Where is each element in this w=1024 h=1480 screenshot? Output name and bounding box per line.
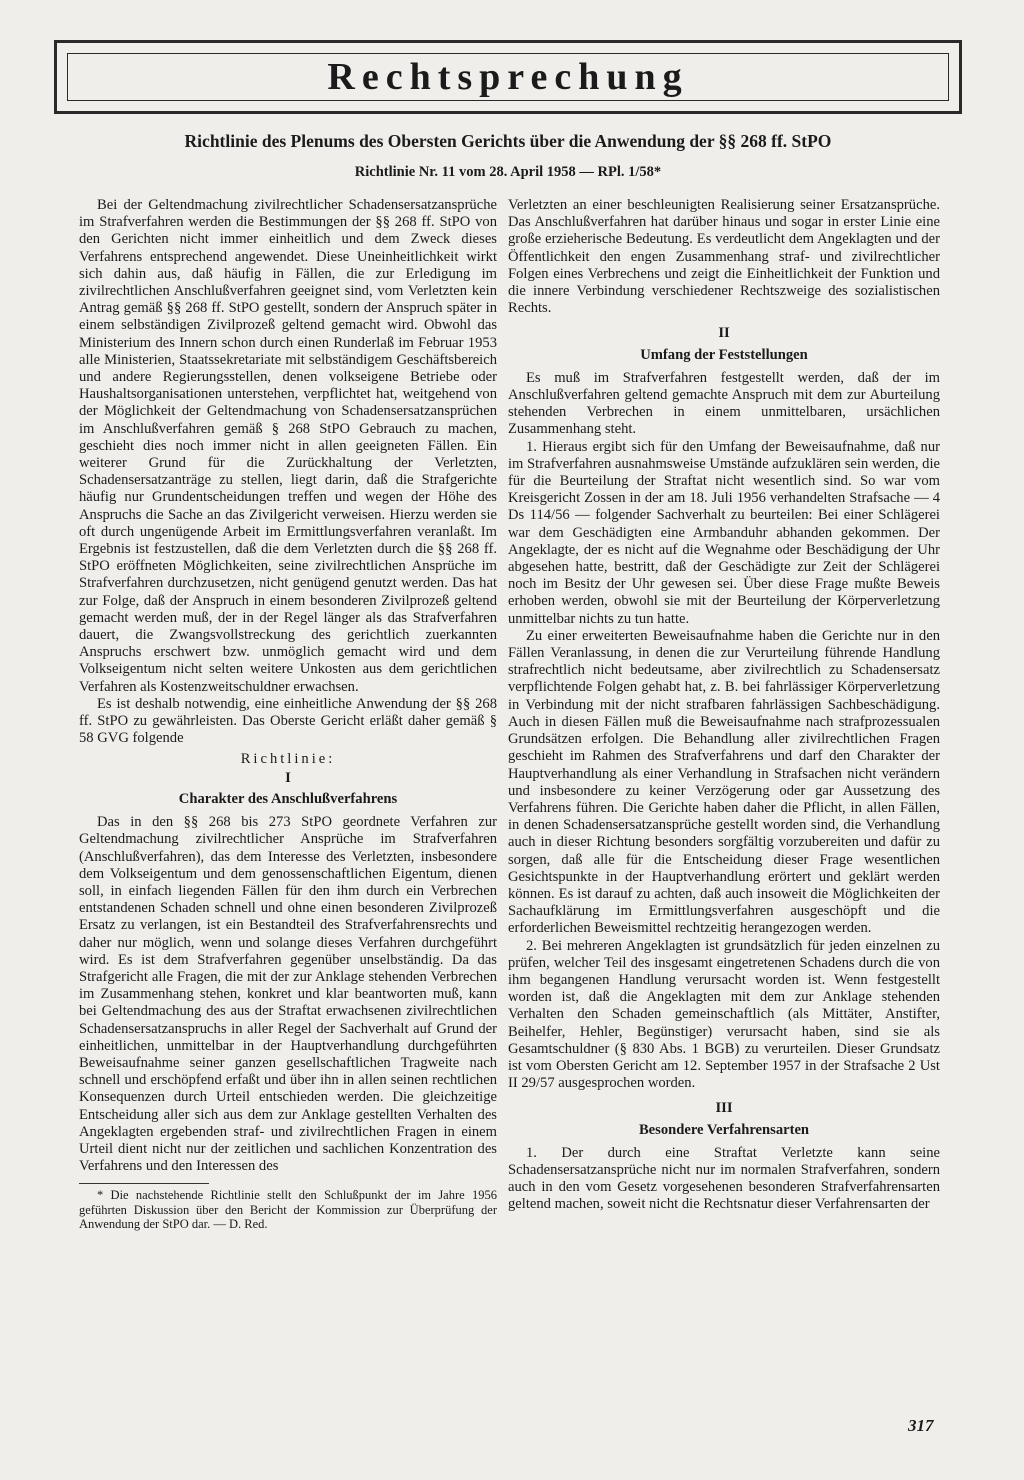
page-number: 317: [908, 1416, 934, 1435]
section-1-heading: Charakter des Anschlußverfahrens: [178, 790, 398, 807]
section-2-numeral: II: [718, 325, 730, 342]
directive-label: Richtlinie:: [240, 750, 336, 767]
section-2-paragraph-2: 1. Hieraus ergibt sich für den Umfang der Beweisaufnahme, daß nur im Strafverfahren ausnahmsweise Umstände aufzuklären sein werden, die für die Beurteilung der Straftat nicht wesentlich sind. So war vom Kreisgericht Zossen in der am 18. Juli 1956 verhandelten Strafsache — 4 Ds 114/56 — folgender Sachverhalt zu beurteilen: Bei einer Schlägerei war dem Geschädigten eine Armbanduhr abhanden gekommen. Der Angeklagte, der es nicht auf die Wegnahme oder Beschädigung der Uhr abgesehen hatte, bestritt, daß der Geschädigte zur Zeit der Schlägerei noch im Besitz der Uhr gewesen sei. Über diese Frage mußte Beweis erhoben werden, obwohl sie mit der Beurteilung der Körperverletzung unmittelbar nichts zu tun hatte.: [508, 438, 940, 627]
section-2-paragraph-1: Es muß im Strafverfahren festgestellt werden, daß der im Anschlußverfahren geltend gemachte Anspruch mit dem zur Aburteilung stehenden Verbrechen in einem unmittelbaren, ursächlichen Zusammenhang steht.: [508, 369, 940, 438]
article-title: Richtlinie des Plenums des Obersten Gerichts über die Anwendung der §§ 268 ff. StPO: [184, 131, 832, 151]
section-header-inner-frame: [67, 53, 949, 101]
footnote: * Die nachstehende Richtlinie stellt den Schlußpunkt der im Jahre 1956 geführten Diskussion über den Bericht der Kommission zur Überprüfung der Anwendung der StPO dar. — D. Red.: [79, 1188, 497, 1232]
section-1-paragraph-1: Das in den §§ 268 bis 273 StPO geordnete Verfahren zur Geltendmachung zivilrechtlicher Ansprüche im Strafverfahren (Anschlußverfahren), das dem Interesse des Verletzten, insbesondere dem Volkseigentum und dem genossenschaftlichen Eigentum, dienen soll, in einfach liegenden Fällen für den ihm durch ein Verbrechen entstandenen Schaden schnell und ohne einen besonderen Zivilprozeß Ersatz zu verlangen, ist ein Bestandteil des Strafverfahrensrechts und daher nur möglich, wenn und solange dieses Verfahren durchgeführt wird. Es ist dem Strafverfahren gegenüber unselbständig. Da das Strafgericht alle Fragen, die mit der zur Anklage stehenden Verbrechen im Zusammenhang stehen, konkret und klar beantworten muß, kann bei Geltendmachung des aus der Straftat erwachsenen zivilrechtlichen Schadensersatzanspruchs in aller Regel der Sachverhalt auf Grund der einheitlichen, unmittelbar in der Hauptverhandlung durchgeführten Beweisaufnahme seiner ganzen gesellschaftlichen Tragweite nach schnell und erschöpfend erfaßt und über ihn in allen seinen rechtlichen Konsequenzen durch Urteil entschieden werden. Die gleichzeitige Entscheidung aller sich aus dem zur Anklage gestellten Verhalten des Angeklagten ergebenden straf- und zivilrechtlichen Fragen in einem Urteil dient nicht nur der zeitlichen und sachlichen Konzentration des Verfahrens und den Interessen des: [79, 814, 497, 1175]
article-subtitle: Richtlinie Nr. 11 vom 28. April 1958 — RPl. 1/58*: [354, 164, 662, 180]
section-3-paragraph-1: 1. Der durch eine Straftat Verletzte kann seine Schadensersatzansprüche nicht nur im normalen Strafverfahren, sondern auch in den vom Gesetz vorgesehenen besonderen Strafverfahrensarten geltend machen, soweit nicht die Rechtsnatur dieser Verfahrensarten der: [508, 1144, 940, 1213]
continued-paragraph: Verletzten an einer beschleunigten Realisierung seiner Ersatzansprüche. Das Anschlußverfahren hat darüber hinaus und sogar in erster Linie eine große erzieherische Bedeutung. Es verdeutlicht dem Angeklagten und der Öffentlichkeit den engen Zusammenhang straf- und zivilrechtlicher Folgen eines Verbrechens und zeigt die Einheitlichkeit der Funktion und die innere Verbindung verschiedener Rechtszweige des sozialistischen Rechts.: [508, 197, 940, 317]
left-column: [79, 197, 497, 1232]
section-2-heading: Umfang der Feststellungen: [640, 346, 808, 363]
right-column: [508, 197, 940, 1214]
section-3-numeral: III: [715, 1100, 733, 1117]
section-header-title: Rechtsprechung: [327, 56, 689, 98]
section-1-numeral: I: [285, 769, 291, 786]
section-2-paragraph-4: 2. Bei mehreren Angeklagten ist grundsätzlich für jeden einzelnen zu prüfen, welcher Teil des insgesamt eingetretenen Schadens durch die von ihm begangenen Handlung verursacht worden ist. Wenn festgestellt worden ist, daß die Angeklagten mit dem zur Anklage stehenden Verhalten den Schaden gemeinschaftlich (als Mittäter, Anstifter, Beihelfer, Hehler, Begünstiger) verursacht haben, sind sie als Gesamtschuldner (§ 830 Abs. 1 BGB) zu verurteilen. Dieser Grundsatz ist vom Obersten Gericht am 12. September 1957 in der Strafsache 2 Ust II 29/57 ausgesprochen worden.: [508, 937, 940, 1092]
section-header-frame: [54, 40, 962, 114]
section-3-heading: Besondere Verfahrensarten: [638, 1121, 810, 1138]
section-2-paragraph-3: Zu einer erweiterten Beweisaufnahme haben die Gerichte nur in den Fällen Veranlassung, in denen die zur Verurteilung führende Handlung strafrechtlich nicht bedeutsame, aber zivilrechtlich zu Schadensersatz verpflichtende Folgen gehabt hat, z. B. bei fahrlässiger Körperverletzung in Verbindung mit der nicht strafbaren fahrlässigen Sachbeschädigung. Auch in diesen Fällen muß die Beweisaufnahme nach strafprozessualen Grundsätzen erfolgen. Die Behandlung aller zivilrechtlichen Fragen geschieht im Rahmen des Strafverfahrens und darf den Charakter der Hauptverhandlung als einer Verhandlung in Strafsachen nicht verändern und insbesondere zu keiner Verzögerung oder gar Aussetzung des Verfahrens führen. Die Gerichte haben daher die Pflicht, in allen Fällen, in denen Schadensersatzansprüche gestellt worden sind, die Verhandlung auch in dieser Richtung besonders sorgfältig vorzubereiten und dafür zu sorgen, daß alle für die Entscheidung dieser Frage wesentlichen Gesichtspunkte in der Hauptverhandlung erörtert und geklärt werden können. Es ist darauf zu achten, daß auch insoweit die Möglichkeiten der Sachaufklärung im Ermittlungsverfahren ausgeschöpft und die erforderlichen Beweismittel rechtzeitig herangezogen werden.: [508, 627, 940, 937]
intro-paragraph-2: Es ist deshalb notwendig, eine einheitliche Anwendung der §§ 268 ff. StPO zu gewährleisten. Das Oberste Gericht erläßt daher gemäß § 58 GVG folgende: [79, 695, 497, 747]
intro-paragraph-1: Bei der Geltendmachung zivilrechtlicher Schadensersatzansprüche im Strafverfahren werden die Bestimmungen der §§ 268 ff. StPO von den Gerichten nicht immer einheitlich und dem Zweck dieses Verfahrens entsprechend angewendet. Diese Uneinheitlichkeit wirkt sich dahin aus, daß häufig in Fällen, die zur Erledigung im zivilrechtlichen Anschlußverfahren geeignet sind, vom Verletzten kein Antrag gemäß §§ 268 ff. StPO gestellt, sondern der Anspruch später in einem selbständigen Zivilprozeß geltend gemacht wird. Obwohl das Ministerium des Innern schon durch einen Runderlaß im Februar 1953 alle Ministerien, Staatssekretariate mit selbständigem Geschäftsbereich und andere Regierungsstellen, denen volkseigene Betriebe oder Haushaltsorganisationen unterstehen, verpflichtet hat, weitgehend von der Möglichkeit der Geltendmachung von Schadensersatzansprüchen im Anschlußverfahren gemäß § 268 StPO Gebrauch zu machen, geschieht dies noch immer nicht in allen geeigneten Fällen. Ein weiterer Grund für die Zurückhaltung der Verletzten, Schadensersatzanträge zu stellen, liegt darin, daß die Strafgerichte häufig nur Grundentscheidungen treffen und wegen der Höhe des Anspruchs die Sache an das Zivilgericht verweisen. Hierzu werden sie oft durch ungenügende Arbeit im Ermittlungsverfahren veranlaßt. Im Ergebnis ist festzustellen, daß die dem Verletzten durch die §§ 268 ff. StPO eröffneten Möglichkeiten, seine zivilrechtlichen Ansprüche im Strafverfahren durchzusetzen, nicht genügend genutzt werden. Das hat zur Folge, daß der Anspruch in einem besonderen Zivilprozeß geltend gemacht werden muß, der in der Regel länger als das Strafverfahren dauert, die Zwangsvollstreckung des gerichtlich zuerkannten Anspruchs erschwert bzw. unmöglich gemacht wird und dem Volkseigentum nicht selten weitere Unkosten aus dem gerichtlichen Verfahren als Kostenzweitschuldner erwachsen.: [79, 197, 497, 695]
footnote-divider: [79, 1183, 209, 1184]
